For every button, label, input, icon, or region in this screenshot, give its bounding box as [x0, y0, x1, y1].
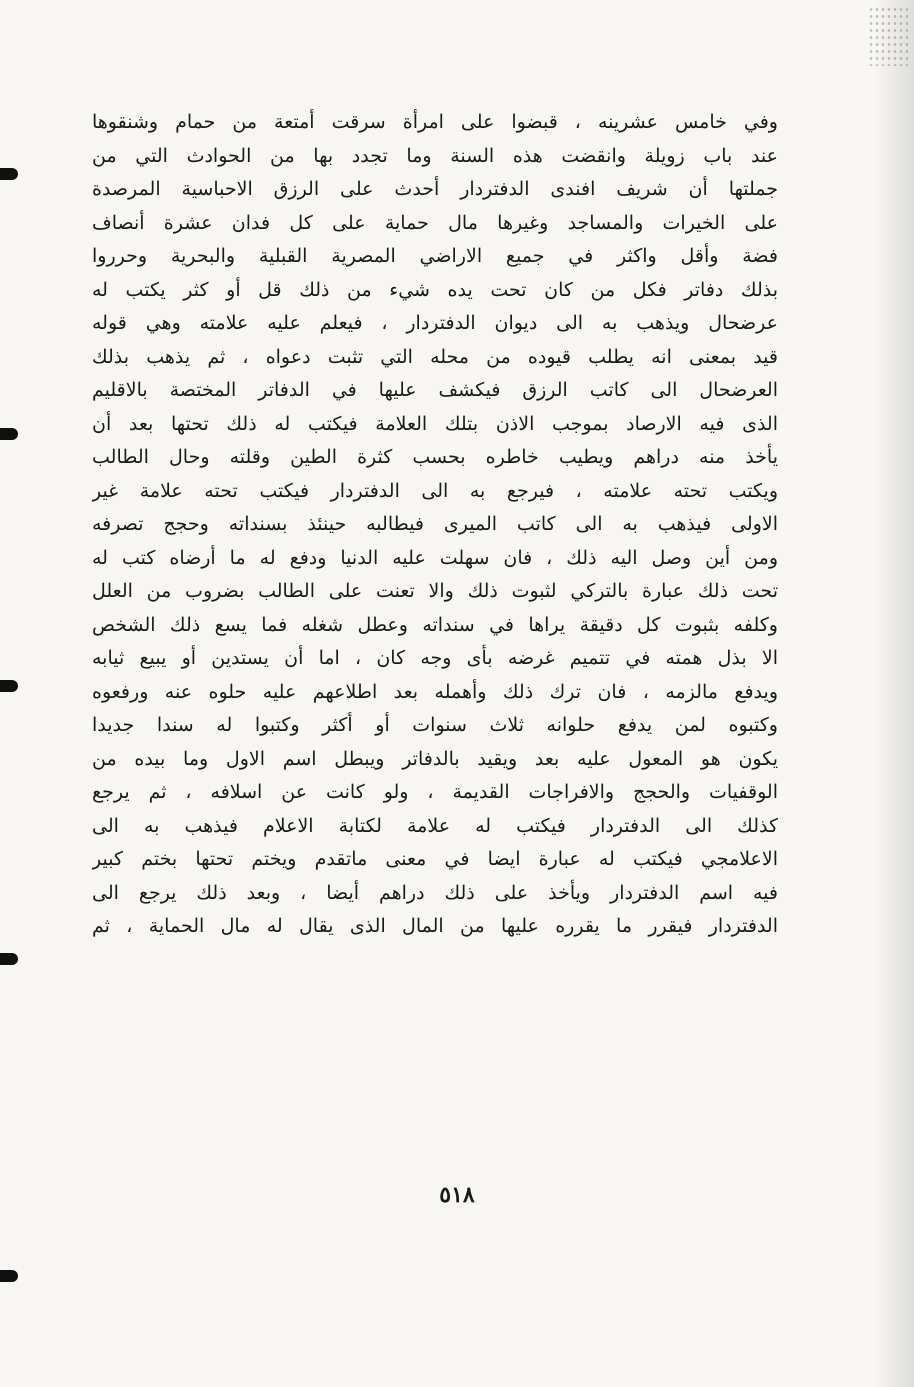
text-line: وكتبوه لمن يدفع حلوانه ثلاث سنوات أو أكثر وكتبوا له سندا جديدا	[92, 714, 778, 736]
text-line: عرضحال ويذهب به الى ديوان الدفتردار ، فيعلم عليه علامته وهي قوله	[92, 312, 778, 334]
text-line: ويدفع مالزمه ، فان ترك ذلك وأهمله بعد اطلاعهم عليه حلوه عنه ورفعوه	[92, 680, 778, 703]
text-line: تحت ذلك عبارة بالتركي لثبوت ذلك والا تعنت على الطالب بضروب من العلل	[92, 580, 778, 602]
binding-mark	[0, 428, 18, 440]
text-line: الاعلامجي فيكتب له عبارة ايضا في معنى ماتقدم ويختم تحتها بختم كبير	[92, 848, 778, 870]
body-text	[92, 106, 778, 944]
text-line: على الخيرات والمساجد وغيرها مال حماية على كل فدان عشرة أنصاف	[92, 211, 778, 234]
text-line: كذلك الى الدفتردار فيكتب له علامة لكتابة الاعلام فيذهب به الى	[92, 814, 778, 837]
text-line: الا بذل همته في تتميم غرضه بأى وجه كان ، اما أن يستدين أو يبيع ثيابه	[92, 647, 778, 669]
binding-mark	[0, 953, 18, 965]
binding-mark	[0, 168, 18, 180]
text-line: بذلك دفاتر فكل من كان تحت يده شيء من ذلك قل أو كثر يكتب له	[92, 278, 778, 301]
text-line: فيه اسم الدفتردار ويأخذ على ذلك دراهم أيضا ، وبعد ذلك يرجع الى	[92, 881, 778, 904]
text-line: العرضحال الى كاتب الرزق فيكشف عليها في الدفاتر المختصة بالاقليم	[92, 379, 778, 401]
scan-shadow-edge	[874, 0, 914, 1387]
text-line: وفي خامس عشرينه ، قبضوا على امرأة سرقت أمتعة من حمام وشنقوها	[92, 111, 778, 133]
text-line: ويكتب تحته علامته ، فيرجع به الى الدفتردار فيكتب تحته علامة غير	[92, 479, 778, 502]
text-line: وكلفه بثبوت كل دقيقة يراها في سنداته وعطل شغله فما يسع ذلك الشخص	[92, 613, 778, 636]
text-line: ومن أين وصل اليه ذلك ، فان سهلت عليه الدنيا ودفع له ما أرضاه كتب له	[92, 546, 778, 569]
page-number: ٥١٨	[439, 1182, 475, 1208]
binding-mark	[0, 680, 18, 692]
text-line: الوقفيات والحجج والافراجات القديمة ، ولو كانت عن اسلافه ، ثم يرجع	[92, 781, 778, 803]
text-line: جملتها أن شريف افندى الدفتردار أحدث على الرزق الاحباسية المرصدة	[92, 178, 778, 200]
binding-mark	[0, 1270, 18, 1282]
text-line: الذى فيه الارصاد بموجب الاذن بتلك العلامة فيكتب له ذلك تحتها بعد أن	[92, 412, 778, 435]
text-line: يأخذ منه دراهم ويطيب خاطره بحسب كثرة الطين وقلته وحال الطالب	[92, 446, 778, 468]
text-line: الدفتردار فيقرر ما يقرره عليها من المال الذى يقال له مال الحماية ، ثم	[92, 915, 778, 937]
text-line: يكون هو المعول عليه بعد ويقيد بالدفاتر ويبطل اسم الاول وما بيده من	[92, 747, 778, 770]
text-line: قيد بمعنى انه يطلب قيوده من محله التي تثبت دعواه ، ثم يذهب بذلك	[92, 345, 778, 368]
text-line: عند باب زويلة وانقضت هذه السنة وما تجدد بها من الحوادث التي من	[92, 144, 778, 167]
text-line: فضة وأقل واكثر في جميع الاراضي المصرية القبلية والبحرية وحرروا	[92, 245, 778, 267]
text-line: الاولى فيذهب به الى كاتب الميرى فيطالبه حينئذ بسنداته وحجج تصرفه	[92, 513, 778, 535]
scan-noise-corner	[868, 6, 908, 66]
